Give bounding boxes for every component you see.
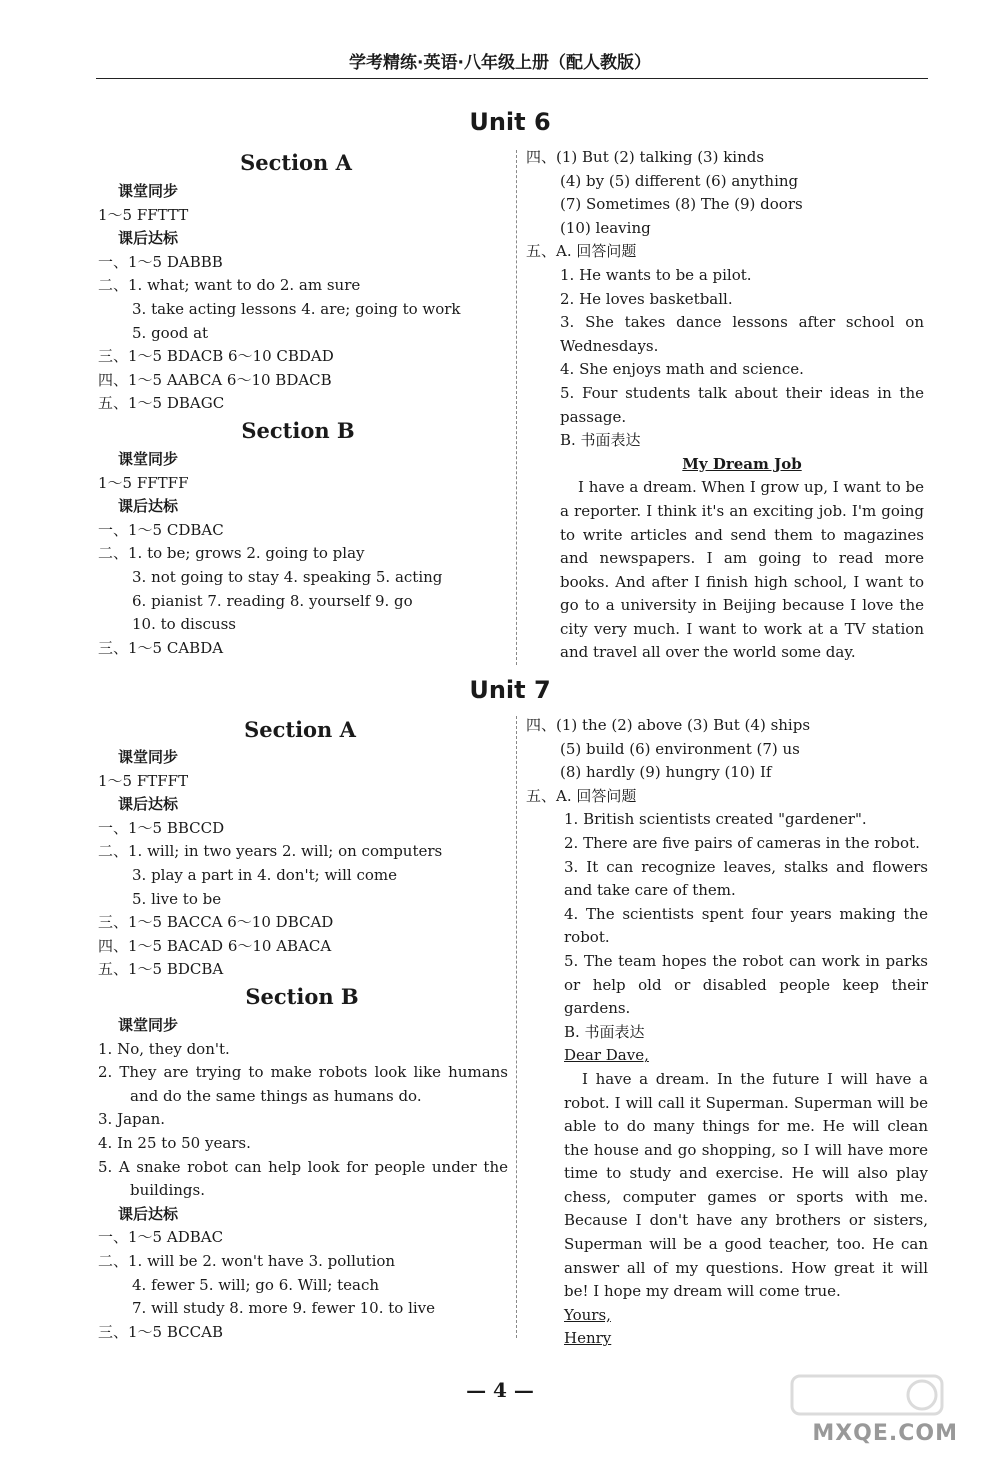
unit6-right-column: [526, 146, 924, 665]
unit7-a-ketang-heading: 课堂同步: [118, 748, 179, 766]
unit6-b-item-3: 三、1～5 CABDA: [98, 638, 224, 657]
unit7-a-item-5: 五、1～5 BDCBA: [98, 960, 224, 979]
unit7-b-answer-2: 2. They are trying to make robots look like humans and do the same things as humans do.: [98, 1063, 508, 1105]
unit7-b-item-3: 三、1～5 BCCAB: [98, 1322, 223, 1341]
unit6-section-b-title: Section B: [241, 418, 355, 443]
unit7-b-answer-4: 4. In 25 to 50 years.: [98, 1133, 251, 1152]
unit6-answer-3: 3. She takes dance lessons after school on Wednesdays.: [560, 313, 924, 355]
unit6-a-item-2-cont: 5. good at: [132, 323, 209, 342]
unit6-essay-body: I have a dream. When I grow up, I want to be a reporter. I think it's an exciting job. I'm going to write articles and send them to magazines and newspapers. I am going to read more books. And after I finish high school, I want to go to a university in Beijing because I love the city very much. I want to work at a TV station and travel all over the world some day.: [560, 478, 925, 662]
unit6-answer-1: 1. He wants to be a pilot.: [560, 265, 752, 284]
unit7-a-item-3: 三、1～5 BACCA 6～10 DBCAD: [98, 913, 334, 932]
unit7-section-a-title: Section A: [244, 717, 356, 742]
unit6-r-item-5: 五、A. 回答问题: [526, 242, 637, 261]
unit6-r-item-4: 四、(1) But (2) talking (3) kinds: [526, 148, 765, 166]
unit7-divider: [516, 716, 517, 1338]
unit7-writing-heading: B. 书面表达: [564, 1022, 645, 1041]
unit7-r-item-4: 四、(1) the (2) above (3) But (4) ships: [526, 716, 811, 734]
page-number: — 4 —: [466, 1378, 534, 1402]
unit6-answer-4: 4. She enjoys math and science.: [560, 360, 804, 379]
unit6-b-ketang-answer: 1～5 FFTFF: [98, 473, 189, 492]
unit7-title: Unit 7: [469, 676, 551, 704]
unit6-a-item-5: 五、1～5 DBAGC: [98, 394, 225, 413]
unit7-letter-signature: Henry: [564, 1329, 612, 1348]
unit7-answer-1: 1. British scientists created "gardener".: [564, 810, 867, 829]
unit6-answer-2: 2. He loves basketball.: [560, 289, 733, 308]
unit7-letter-closing: Yours,: [564, 1305, 611, 1324]
unit6-left-column: [98, 180, 508, 416]
unit7-answer-2: 2. There are five pairs of cameras in the robot.: [564, 833, 920, 852]
unit6-a-item-4: 四、1～5 AABCA 6～10 BDACB: [98, 370, 332, 389]
unit6-a-kehou-heading: 课后达标: [118, 229, 179, 248]
unit7-answer-5: 5. The team hopes the robot can work in parks or help old or disabled people keep their gardens.: [564, 951, 928, 1018]
unit6-essay-title: My Dream Job: [682, 454, 802, 473]
unit6-left-column-b: [98, 448, 508, 660]
unit7-b-item-1: 一、1～5 ADBAC: [98, 1228, 224, 1247]
unit7-letter-body: I have a dream. In the future I will have a robot. I will call it Superman. Superman will be able to do many things for me. He will clean the house and go shopping, so I will have more time to study and exercise. He will also play chess, computer games or sports with me. Because I don't have any brothers or sisters, Superman will be a good teacher, too. He can answer all of my questions. How great it will be! I hope my dream will come true.: [564, 1069, 928, 1301]
unit6-a-ketang-answer: 1～5 FFTTT: [98, 205, 189, 224]
unit7-a-item-2-cont: 3. play a part in 4. don't; will come: [132, 865, 397, 884]
unit7-r-item-4-cont: (8) hardly (9) hungry (10) If: [560, 763, 772, 782]
unit7-a-item-1: 一、1～5 BBCCD: [98, 818, 225, 837]
unit7-r-item-4-cont: (5) build (6) environment (7) us: [560, 739, 800, 758]
unit6-a-item-3: 三、1～5 BDACB 6～10 CBDAD: [98, 347, 334, 366]
unit6-b-ketang-heading: 课堂同步: [118, 450, 179, 468]
unit7-b-ketang-heading: 课堂同步: [118, 1016, 179, 1034]
watermark-text: MXQE.COM: [812, 1421, 958, 1446]
unit6-answer-5: 5. Four students talk about their ideas in the passage.: [560, 383, 924, 426]
unit7-a-item-2-cont: 5. live to be: [132, 889, 222, 908]
unit6-a-item-1: 一、1～5 DABBB: [98, 252, 223, 271]
unit7-b-item-2-cont: 7. will study 8. more 9. fewer 10. to live: [132, 1299, 436, 1318]
unit7-a-item-2: 二、1. will; in two years 2. will; on computers: [98, 842, 443, 861]
unit6-writing-heading: B. 书面表达: [560, 431, 641, 450]
unit7-letter-salutation: Dear Dave,: [564, 1046, 649, 1065]
unit6-title: Unit 6: [469, 108, 551, 136]
unit6-b-item-2-cont: 10. to discuss: [132, 615, 237, 634]
unit6-r-item-4-cont: (10) leaving: [560, 218, 651, 237]
unit7-section-b-title: Section B: [245, 984, 359, 1009]
unit7-b-item-2: 二、1. will be 2. won't have 3. pollution: [98, 1251, 396, 1270]
unit7-r-item-5: 五、A. 回答问题: [526, 786, 637, 805]
unit6-section-a-title: Section A: [240, 150, 352, 175]
unit6-a-item-2: 二、1. what; want to do 2. am sure: [98, 276, 361, 295]
unit6-b-item-1: 一、1～5 CDBAC: [98, 520, 224, 539]
unit7-b-item-2-cont: 4. fewer 5. will; go 6. Will; teach: [132, 1275, 380, 1294]
unit7-answer-3: 3. It can recognize leaves, stalks and flowers and take care of them.: [564, 857, 928, 900]
page-header: 学考精练·英语·八年级上册（配人教版）: [349, 53, 651, 73]
unit6-b-kehou-heading: 课后达标: [118, 497, 179, 516]
unit6-b-item-2-cont: 3. not going to stay 4. speaking 5. acting: [132, 567, 443, 586]
unit7-a-item-4: 四、1～5 BACAD 6～10 ABACA: [98, 936, 332, 955]
unit7-b-kehou-heading: 课后达标: [118, 1204, 179, 1223]
unit6-r-item-4-cont: (4) by (5) different (6) anything: [560, 171, 799, 190]
unit7-a-ketang-answer: 1～5 FTFFT: [98, 771, 189, 790]
unit7-a-kehou-heading: 课后达标: [118, 795, 179, 814]
unit7-b-answer-5: 5. A snake robot can help look for people under the buildings.: [98, 1157, 508, 1200]
unit6-b-item-2: 二、1. to be; grows 2. going to play: [98, 544, 365, 563]
unit6-a-item-2-cont: 3. take acting lessons 4. are; going to work: [132, 299, 461, 318]
unit6-a-ketang-heading: 课堂同步: [118, 182, 179, 200]
unit7-left-column-b: [98, 1014, 508, 1344]
unit7-left-column: [98, 746, 508, 982]
header-rule: [96, 78, 928, 79]
unit7-right-column: [526, 714, 928, 1351]
unit6-r-item-4-cont: (7) Sometimes (8) The (9) doors: [560, 195, 803, 214]
unit7-b-answer-1: 1. No, they don't.: [98, 1039, 230, 1058]
unit7-b-answer-3: 3. Japan.: [98, 1110, 166, 1129]
unit6-b-item-2-cont: 6. pianist 7. reading 8. yourself 9. go: [132, 591, 413, 610]
unit6-divider: [516, 150, 517, 665]
unit7-answer-4: 4. The scientists spent four years making the robot.: [564, 904, 928, 947]
